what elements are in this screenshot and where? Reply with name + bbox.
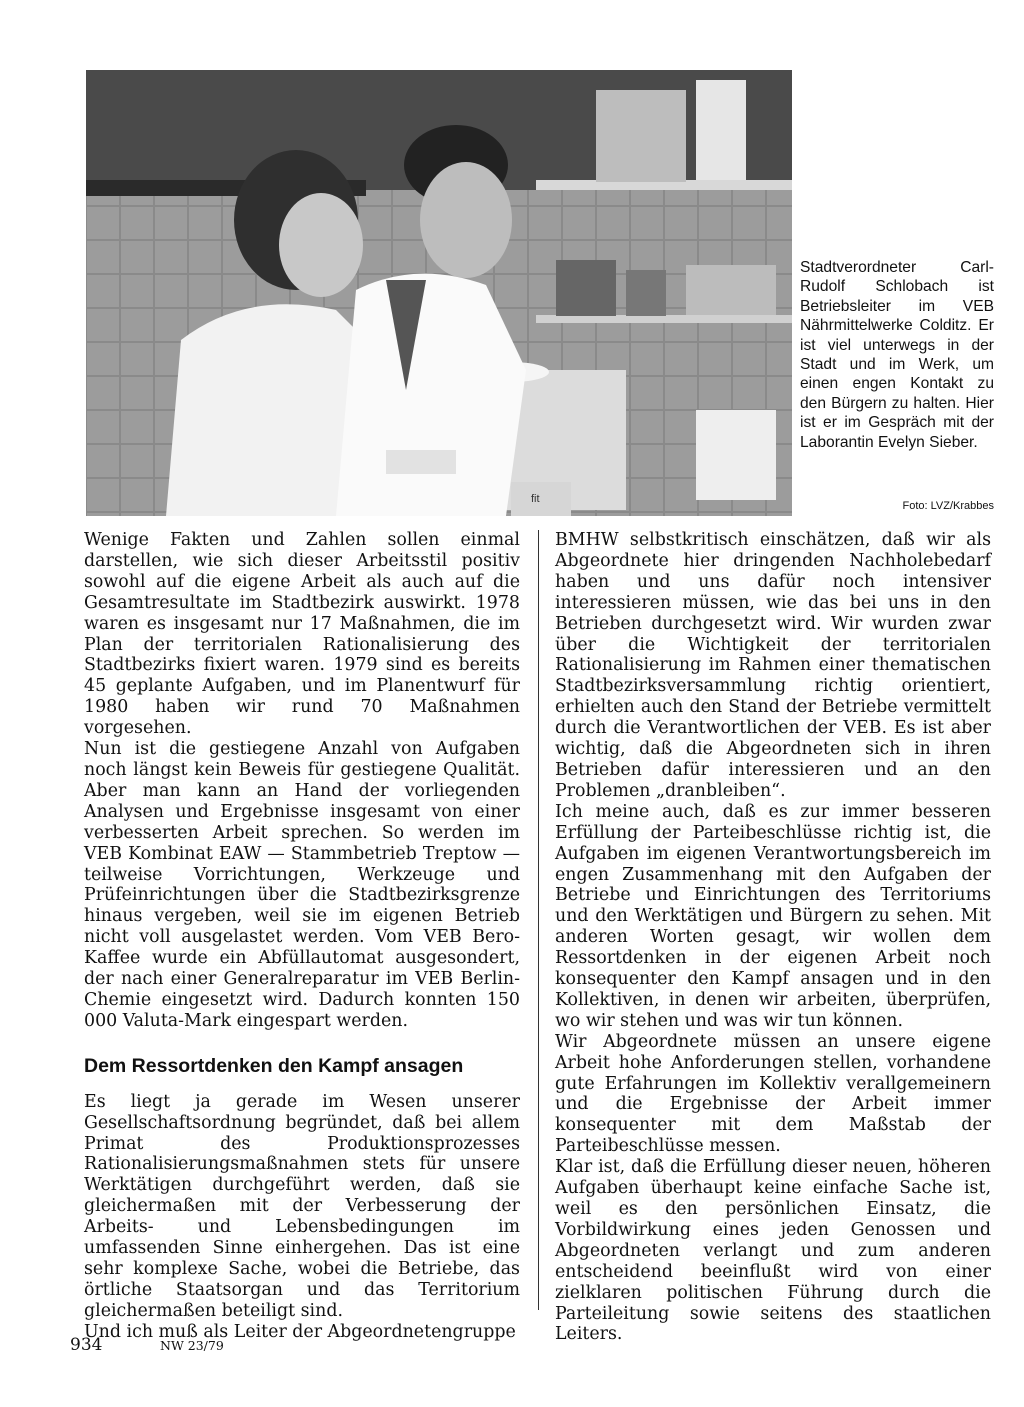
paragraph: Und ich muß als Leiter der Abgeordnetengruppe xyxy=(84,1321,516,1342)
lab-photo-illustration xyxy=(86,70,792,516)
man-coat xyxy=(336,274,526,516)
label-fit: fit xyxy=(531,493,540,505)
paragraph: Ich meine auch, daß es zur immer besseren Erfüllung der Parteibeschlüsse richtig ist, die Aufgaben im eigenen Verantwortungsbereich im engen Zusammenhang mit den Aufgaben der Betriebe und Einrichtungen des Territoriums und den Werktätigen und Bürgern zu sehen. Mit anderen Worten gesagt, wir wollen dem Ressortdenken in der eigenen Arbeit noch konsequenter den Kampf ansagen und in den Kollektiven, in denen wir arbeiten, überprüfen, wo wir stehen und was wir tun können. xyxy=(555,801,991,1031)
hands xyxy=(386,450,456,474)
paragraph: Nun ist die gestiegene Anzahl von Aufgaben noch längst kein Beweis für gestiegene Qualität. Aber man kann an Hand der vorliegenden Analysen und Ergebnisse insgesamt von einer verbesserten Arbeit sprechen. So werden im VEB Kombinat EAW — Stammbetrieb Treptow — teilweise Vorrichtungen, Werkzeuge und Prüfeinrichtungen über die Stadtbezirksgrenze hinaus vergeben, weil sie im eigenen Betrieb nicht voll ausgelastet werden. Vom VEB Bero-Kaffee wurde ein Abfüllautomat ausgesondert, der nach einer Generalreparatur im VEB Berlin-Chemie eingesetzt wird. Dadurch konnten 150 000 Valuta-Mark eingespart werden. xyxy=(84,739,520,1031)
column-divider xyxy=(538,530,539,1310)
page-number: 934 xyxy=(70,1335,103,1355)
lab-photo xyxy=(86,70,792,516)
photo-caption xyxy=(800,258,994,452)
article-column-right xyxy=(555,530,991,1345)
paragraph: Klar ist, daß die Erfüllung dieser neuen, höheren Aufgaben überhaupt keine einfache Sache ist, weil es den persönlichen Einsatz, die Vorbildwirkung eines jeden Genossen und Abgeordneten verlangt und zum anderen entscheidend beeinflußt wird von einer zielklaren politischen Führung durch die Parteileitung sowie seitens des staatlichen Leiters. xyxy=(555,1157,991,1345)
shelf-middle xyxy=(536,315,792,323)
photo-credit: Foto: LVZ/Krabbes xyxy=(902,500,994,512)
caption-text: Stadtverordneter Carl-Rudolf Schlobach ist Betriebsleiter im VEB Nährmittelwerke Colditz. Er ist viel unterwegs in der Stadt und im Werk, um einen engen Kontakt zu den Bürgern zu halten. Hier ist er im Gespräch mit der Laborantin Evelyn Sieber. xyxy=(800,259,994,451)
man-face xyxy=(420,162,512,278)
woman-face xyxy=(279,193,363,297)
issue-number: NW 23/79 xyxy=(160,1338,224,1353)
article-column-left xyxy=(84,530,520,1343)
bottle xyxy=(696,80,746,180)
jar xyxy=(596,90,686,182)
paragraph: Es liegt ja gerade im Wesen unserer Gesellschaftsordnung begründet, daß bei allem Primat des Produktionsprozesses Rationalisierungsmaßnahmen stets für unsere Werktätigen durchgeführt werden, daß sie gleichermaßen mit der Verbesserung der Arbeits- und Lebensbedingungen im umfassenden Sinne einhergehen. Das ist eine sehr komplexe Sache, wobei die Betriebe, das örtliche Staatsorgan und das Territorium gleichermaßen beteiligt sind. xyxy=(84,1091,520,1321)
section-heading: Dem Ressortdenken den Kampf ansagen xyxy=(84,1054,464,1077)
boxes xyxy=(696,410,776,500)
paragraph: BMHW selbstkritisch einschätzen, daß wir als Abgeordnete hier dringenden Nachholebedarf haben und uns dafür noch intensiver interessieren müssen, wie das bei uns in den Betrieben durchgesetzt wird. Wir wurden zwar über die Wichtigkeit der territorialen Rationalisierung im Rahmen einer thematischen Stadtbezirksversammlung richtig orientiert, erhielten auch den Stand der Betriebe vermittelt durch die Verantwortlichen der VEB. Es ist aber wichtig, daß die Abgeordneten sich in ihren Betrieben dafür interessieren und an den Problemen „dranbleiben“. xyxy=(555,530,991,801)
paragraph: Wir Abgeordnete müssen an unsere eigene Arbeit hohe Anforderungen stellen, vorhandene gute Erfahrungen im Kollektiv verallgemeinern und die Ergebnisse der Arbeit immer konsequenter mit dem Maßstab der Parteibeschlüsse messen. xyxy=(555,1031,991,1157)
paragraph: Wenige Fakten und Zahlen sollen einmal darstellen, wie sich dieser Arbeitsstil positiv sowohl auf die eigene Arbeit als auch auf die Gesamtresultate im Stadtbezirk auswirkt. 1978 waren es insgesamt nur 17 Maßnahmen, die im Plan der territorialen Rationalisierung des Stadtbezirks fixiert waren. 1979 sind es bereits 45 geplante Aufgaben, und im Planentwurf für 1980 haben wir rund 70 Maßnahmen vorgesehen. xyxy=(84,530,520,739)
